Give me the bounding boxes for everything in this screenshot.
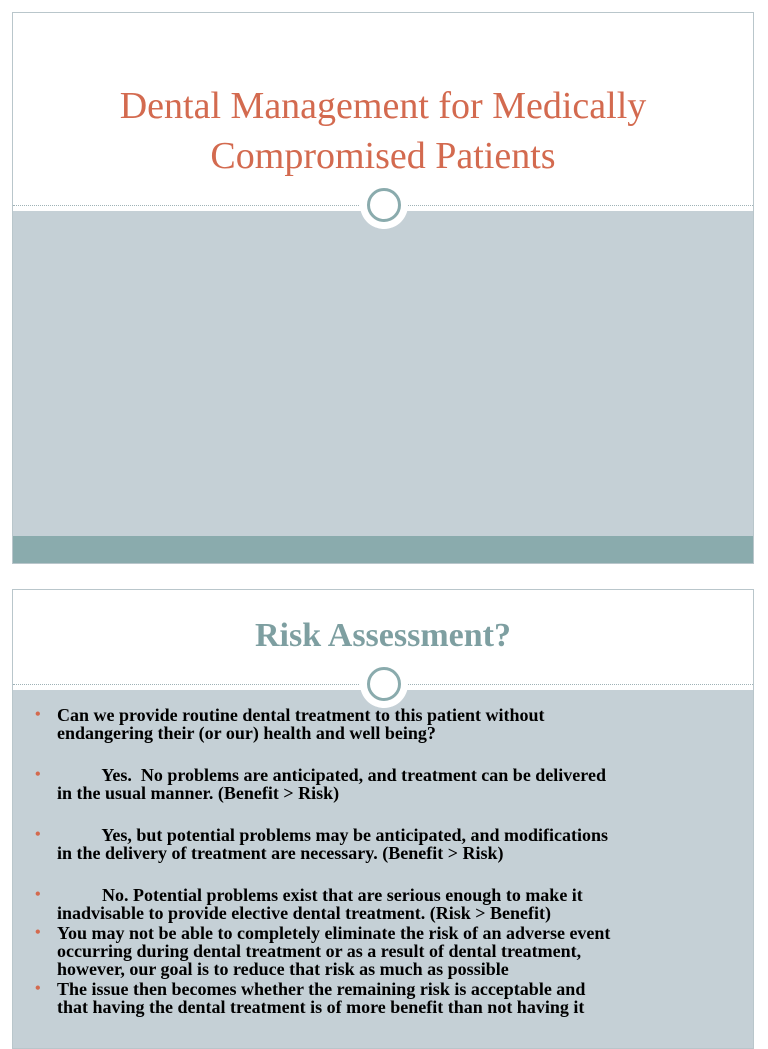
bullet-line: inadvisable to provide elective dental treatment. (Risk > Benefit) [57, 903, 552, 923]
slide-title [13, 81, 753, 181]
list-item [33, 826, 749, 862]
bullet-line: You may not be able to completely eliminate the risk of an adverse event [57, 923, 611, 943]
bullet-line: in the delivery of treatment are necessary. (Benefit > Risk) [57, 843, 504, 863]
circle-ornament-icon [360, 181, 408, 229]
footer-bar [13, 536, 753, 564]
title-slide [12, 12, 754, 564]
circle-ornament-icon [360, 660, 408, 708]
list-item [33, 706, 749, 742]
bullet-line: however, our goal is to reduce that risk as much as possible [57, 959, 509, 979]
bullet-dot-icon: • [35, 924, 41, 941]
bullet-line: No. Potential problems exist that are serious enough to make it [57, 885, 583, 905]
bullet-line: Can we provide routine dental treatment to this patient without [57, 705, 545, 725]
list-item [33, 766, 749, 802]
bullet-dot-icon: • [35, 766, 41, 783]
bullet-line: The issue then becomes whether the remaining risk is acceptable and [57, 979, 586, 999]
list-item [33, 980, 749, 1016]
list-item [33, 886, 749, 922]
list-item [33, 924, 749, 978]
risk-assessment-slide [12, 589, 754, 1049]
slide-title-line-1: Dental Management for Medically [119, 85, 647, 127]
bullet-line: Yes, but potential problems may be anticipated, and modifications [57, 825, 609, 845]
slide-title-line-2: Compromised Patients [210, 135, 556, 177]
bullet-dot-icon: • [35, 826, 41, 843]
bullet-list [33, 706, 749, 1018]
bullet-line: endangering their (or our) health and well being? [57, 723, 436, 743]
content-panel [13, 211, 753, 536]
bullet-line: Yes. No problems are anticipated, and treatment can be delivered [57, 765, 606, 785]
bullet-line: that having the dental treatment is of more benefit than not having it [57, 997, 585, 1017]
bullet-dot-icon: • [35, 980, 41, 997]
slide-title: Risk Assessment? [255, 617, 511, 654]
bullet-line: in the usual manner. (Benefit > Risk) [57, 783, 340, 803]
bullet-line: occurring during dental treatment or as a result of dental treatment, [57, 941, 582, 961]
bullet-dot-icon: • [35, 706, 41, 723]
bullet-dot-icon: • [35, 886, 41, 903]
